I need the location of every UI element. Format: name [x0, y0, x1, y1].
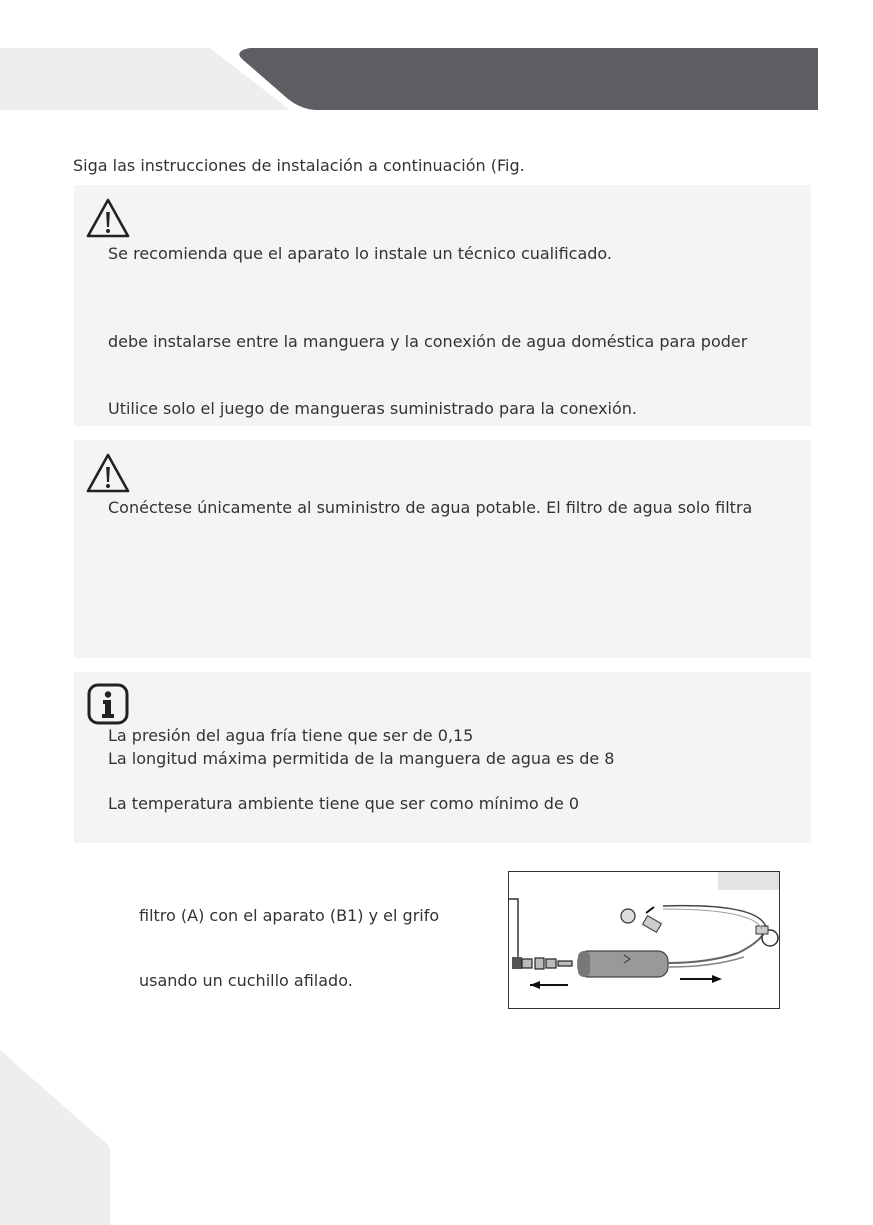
header-banner [236, 48, 818, 110]
warning-box [74, 440, 811, 658]
info-box [74, 672, 811, 843]
step-text: usando un cuchillo afilado. [139, 971, 353, 990]
warning-line: Conéctese únicamente al suministro de agua potable. El filtro de agua solo filtra [108, 498, 753, 517]
warning-line: Utilice solo el juego de mangueras suministrado para la conexión. [108, 399, 637, 418]
warning-line: Se recomienda que el aparato lo instale un técnico cualificado. [108, 244, 612, 263]
warning-box [74, 185, 811, 426]
footer-corner-shape [0, 1050, 112, 1225]
info-line: La presión del agua fría tiene que ser de 0,15 [108, 726, 474, 745]
warning-icon [84, 195, 132, 243]
warning-icon [84, 450, 132, 498]
figure-label-tab [718, 872, 779, 890]
step-text: filtro (A) con el aparato (B1) y el grifo [139, 906, 440, 925]
filter-installation-figure [508, 871, 780, 1009]
intro-text: Siga las instrucciones de instalación a continuación (Fig. [73, 156, 525, 175]
info-icon [84, 680, 132, 728]
info-line: La longitud máxima permitida de la manguera de agua es de 8 [108, 749, 615, 768]
warning-line: debe instalarse entre la manguera y la conexión de agua doméstica para poder [108, 332, 748, 351]
info-line: La temperatura ambiente tiene que ser como mínimo de 0 [108, 794, 580, 813]
